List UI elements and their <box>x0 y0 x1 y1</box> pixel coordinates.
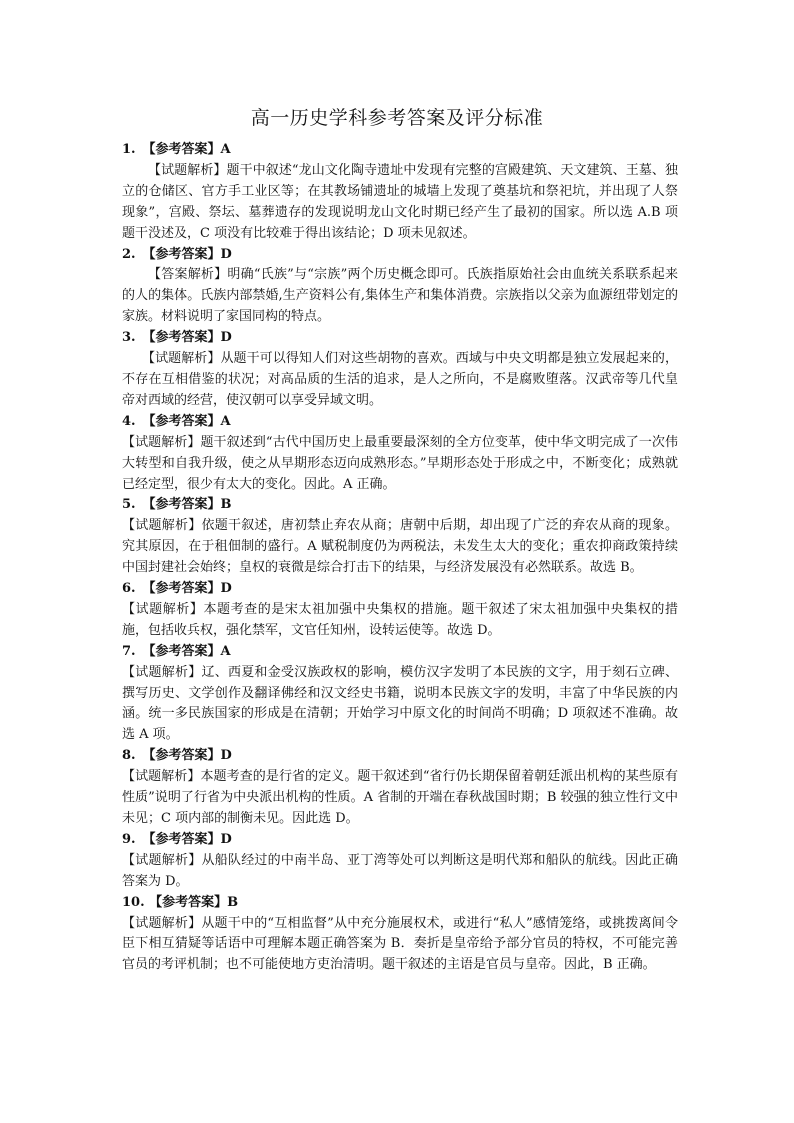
answer-list <box>122 140 678 976</box>
answer-analysis: 【试题解析】题干叙述到“古代中国历史上最重要最深刻的全方位变革，使中华文明完成了一次伟大转型和自我升级，使之从早期形态迈向成熟形态。”早期形态处于形成之中，不断变化；成熟就已经定型，很少有太大的变化。因此。A 正确。 <box>122 434 678 492</box>
answer-analysis: 【试题解析】从题干中的“互相监督”从中充分施展权术，或进行“私人”感情笼络，或挑拨离间令臣下相互猜疑等话语中可理解本题正确答案为 B．奏折是皇帝给予部分官员的特权，不可能完善官员的考评机制；也不可能使地方吏治清明。题干叙述的主语是官员与皇帝。因此，B 正确。 <box>122 915 678 973</box>
question-number: 8. <box>122 748 136 764</box>
answer-item-2 <box>122 245 678 329</box>
question-number: 4. <box>122 413 136 429</box>
answer-analysis: 【试题解析】从题干可以得知人们对这些胡物的喜欢。西域与中央文明都是独立发展起来的，不存在互相借鉴的状况；对高品质的生活的追求，是人之所向，不是腐败堕落。汉武帝等几代皇帝对西域的经营，使汉朝可以享受异域文明。 <box>122 351 678 408</box>
reference-answer: 【参考答案】D <box>142 831 232 847</box>
answer-item-3 <box>122 328 678 412</box>
question-number: 9. <box>122 831 136 847</box>
question-number: 3. <box>122 330 136 346</box>
reference-answer: 【参考答案】D <box>142 748 232 764</box>
reference-answer: 【参考答案】A <box>142 413 231 429</box>
answer-item-4 <box>122 412 678 496</box>
question-number: 1. <box>122 142 136 157</box>
answer-analysis: 【试题解析】辽、西夏和金受汉族政权的影响，模仿汉字发明了本民族的文字，用于刻石立碑、撰写历史、文学创作及翻译佛经和汉文经史书籍，说明本民族文字的发明，丰富了中华民族的内涵。统一多民族国家的形成是在清朝；开始学习中原文化的时间尚不明确；D 项叙述不准确。故选 A 项。 <box>122 664 678 743</box>
reference-answer: 【参考答案】A <box>142 142 231 157</box>
answer-item-1 <box>122 140 678 245</box>
answer-header <box>122 893 678 914</box>
answer-item-5 <box>122 495 678 579</box>
answer-analysis: 【试题解析】本题考查的是行省的定义。题干叙述到“省行仍长期保留着朝廷派出机构的某些原有性质”说明了行省为中央派出机构的性质。A 省制的开端在春秋战国时期；B 较强的独立性行文中未见；C 项内部的制衡未见。因此选 D。 <box>122 769 678 826</box>
reference-answer: 【参考答案】D <box>142 330 232 346</box>
question-number: 6. <box>122 581 136 597</box>
answer-header <box>122 495 678 516</box>
answer-header <box>122 245 678 266</box>
answer-analysis: 【试题解析】从船队经过的中南半岛、亚丁湾等处可以判断这是明代郑和船队的航线。因此正确答案为 D。 <box>122 852 678 889</box>
answer-analysis: 【试题解析】依题干叙述，唐初禁止弃农从商；唐朝中后期，却出现了广泛的弃农从商的现象。究其原因，在于租佃制的盛行。A 赋税制度仍为两税法，未发生太大的变化；重农抑商政策持续中国封建社会始终；皇权的衰微是综合打击下的结果，与经济发展没有必然联系。故选 B。 <box>122 518 678 576</box>
answer-header <box>122 642 678 663</box>
answer-header <box>122 746 678 767</box>
question-number: 2. <box>122 246 136 262</box>
question-number: 5. <box>122 497 136 513</box>
answer-item-8 <box>122 746 678 830</box>
answer-header <box>122 140 678 161</box>
reference-answer: 【参考答案】A <box>142 643 231 659</box>
answer-item-7 <box>122 642 678 747</box>
question-number: 7. <box>122 643 136 659</box>
answer-item-10 <box>122 893 678 977</box>
page-title: 高一历史学科参考答案及评分标准 <box>250 107 544 129</box>
answer-analysis: 【答案解析】明确“氏族”与“宗族”两个历史概念即可。氏族指原始社会由血统关系联系起来的人的集体。氏族内部禁婚,生产资料公有,集体生产和集体消费。宗族指以父亲为血源纽带划定的家族。材料说明了家国同构的特点。 <box>122 267 678 325</box>
reference-answer: 【参考答案】D <box>142 246 232 262</box>
answer-header <box>122 830 678 851</box>
answer-item-9 <box>122 830 678 893</box>
answer-item-6 <box>122 579 678 642</box>
reference-answer: 【参考答案】B <box>149 894 239 910</box>
answer-analysis: 【试题解析】题干中叙述“龙山文化陶寺遗址中发现有完整的宫殿建筑、天文建筑、王墓、独立的仓储区、官方手工业区等；在其教场铺遗址的城墙上发现了奠基坑和祭祀坑，并出现了人祭现象”，宫殿、祭坛、墓葬遗存的发现说明龙山文化时期已经产生了最初的国家。所以选 A.B 项题干没述及，C 项没有比较难于得出该结论；D 项未见叙述。 <box>122 162 678 241</box>
answer-analysis: 【试题解析】本题考查的是宋太祖加强中央集权的措施。题干叙述了宋太祖加强中央集权的措施，包括收兵权，强化禁军，文官任知州，设转运使等。故选 D。 <box>122 601 678 638</box>
reference-answer: 【参考答案】D <box>142 581 232 597</box>
reference-answer: 【参考答案】B <box>142 497 232 513</box>
answer-header <box>122 328 678 349</box>
question-number: 10. <box>122 894 145 910</box>
answer-header <box>122 412 678 433</box>
answer-header <box>122 579 678 600</box>
